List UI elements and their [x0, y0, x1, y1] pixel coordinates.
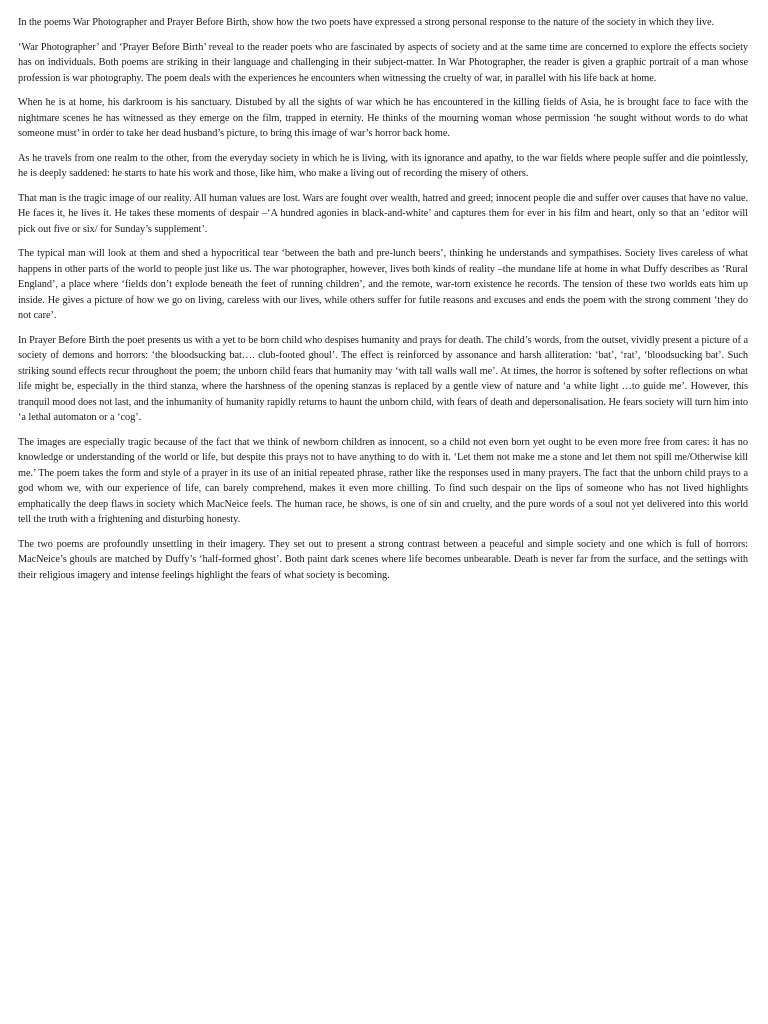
- paragraph-tragic-images: The images are especially tragic because of the fact that we think of newborn children as innocent, so a child not even born yet ought to be even more free from cares: it has no knowledge or understanding of the world or life, but despite this prays not to have anything to do with it. ‘Let them not make me a stone and let them not spill me/Otherwise kill me.’ The poem takes the form and style of a prayer in its use of an initial repeated phrase, rather like the responses used in many prayers. The fact that the unborn child prays to a god whom we, with our experience of life, can barely comprehend, makes it even more chilling. To find such despair on the lips of someone who has not lived highlights emphatically the deep flaws in society which MacNeice feels. The human race, he shows, is one of sin and cruelty, and the pure words of a soul not yet delivered into this world tell the truth with a frightening and disturbing honesty.: [18, 436, 748, 525]
- essay-prompt: In the poems War Photographer and Prayer Before Birth, show how the two poets have expressed a strong personal response to the nature of the society in which they live.: [18, 17, 715, 28]
- paragraph-prayer-before-birth: In Prayer Before Birth the poet presents us with a yet to be born child who despises humanity and prays for death. The child’s words, from the outset, vividly present a picture of a society of demons and horrors: ‘the bloodsucking bat…. club-footed ghoul’. The effect is reinforced by assonance and harsh alliteration: ‘bat’, ‘rat’, ‘bloodsucking bat’. Such striking sound effects recur throughout the poem; the unborn child fears that humanity may ‘with tall walls wall me’. At times, the horror is softened by softer reflections on what life might be, especially in the third stanza, where the harshness of the opening stanzas is replaced by a gentle view of nature and ‘a white light …to guide me’. However, this tranquil mood does not last, and the inhumanity of humanity rapidly returns to haunt the unborn child, with fears of death and depersonalisation. He fears society will turn him into ‘a lethal automaton or a ‘cog’.: [18, 334, 748, 423]
- paragraph-introduction: ‘War Photographer’ and ‘Prayer Before Birth’ reveal to the reader poets who are fascinated by aspects of society and at the same time are concerned to explore the effects society has on individuals. Both poems are striking in their language and challenging in their subject-matter. In War Photographer, the reader is given a graphic portrait of a man whose profession is war photography. The poem deals with the experiences he encounters when witnessing the cruelty of war, in parallel with his life back at home.: [18, 41, 748, 84]
- paragraph-typical-man: The typical man will look at them and shed a hypocritical tear ‘between the bath and pre-lunch beers’, thinking he understands and sympathises. Society lives careless of what happens in other parts of the world to people just like us. The war photographer, however, lives both kinds of reality –the mundane life at home in what Duffy describes as ‘Rural England’, a place where ‘fields don’t explode beneath the feet of running children’, and the remote, war-torn existence he records. The tension of these two worlds eats him up inside. He gives a picture of how we go on living, careless with our lives, while others suffer for futile reasons and excuses and ends the poem with the strong comment ‘they do not care’.: [18, 248, 748, 321]
- paragraph-two-realms: As he travels from one realm to the other, from the everyday society in which he is living, with its ignorance and apathy, to the war fields where people suffer and die pointlessly, he is deeply saddened: he starts to hate his work and those, like him, who make a living out of recording the misery of others.: [18, 152, 748, 179]
- paragraph-tragic-image: That man is the tragic image of our reality. All human values are lost. Wars are fought over wealth, hatred and greed; innocent people die and suffer over causes that have no value. He faces it, he lives it. He takes these moments of despair –‘A hundred agonies in black-and-white’ and captures them for ever in his film and heart, only so that an ‘editor will pick out five or six/ for Sunday’s supplement’.: [18, 192, 748, 235]
- paragraph-conclusion: The two poems are profoundly unsettling in their imagery. They set out to present a strong contrast between a peaceful and simple society and one which is full of horrors: MacNeice’s ghouls are matched by Duffy’s ‘half-formed ghost’. Both paint dark scenes where life becomes unbearable. Death is never far from the surface, and the settings with their religious imagery and intense feelings highlight the fears of what society is becoming.: [18, 538, 748, 581]
- essay-page: [18, 15, 748, 592]
- paragraph-darkroom: When he is at home, his darkroom is his sanctuary. Distubed by all the sights of war which he has encountered in the killing fields of Asia, he is brought face to face with the nightmare scenes he has witnessed as they emerge on the film, trapped in eternity. He thinks of the mourning woman whose permission ‘he sought without words to do what someone must’ in order to take her dead husband’s picture, to bring this image of war’s horror back home.: [18, 97, 748, 139]
